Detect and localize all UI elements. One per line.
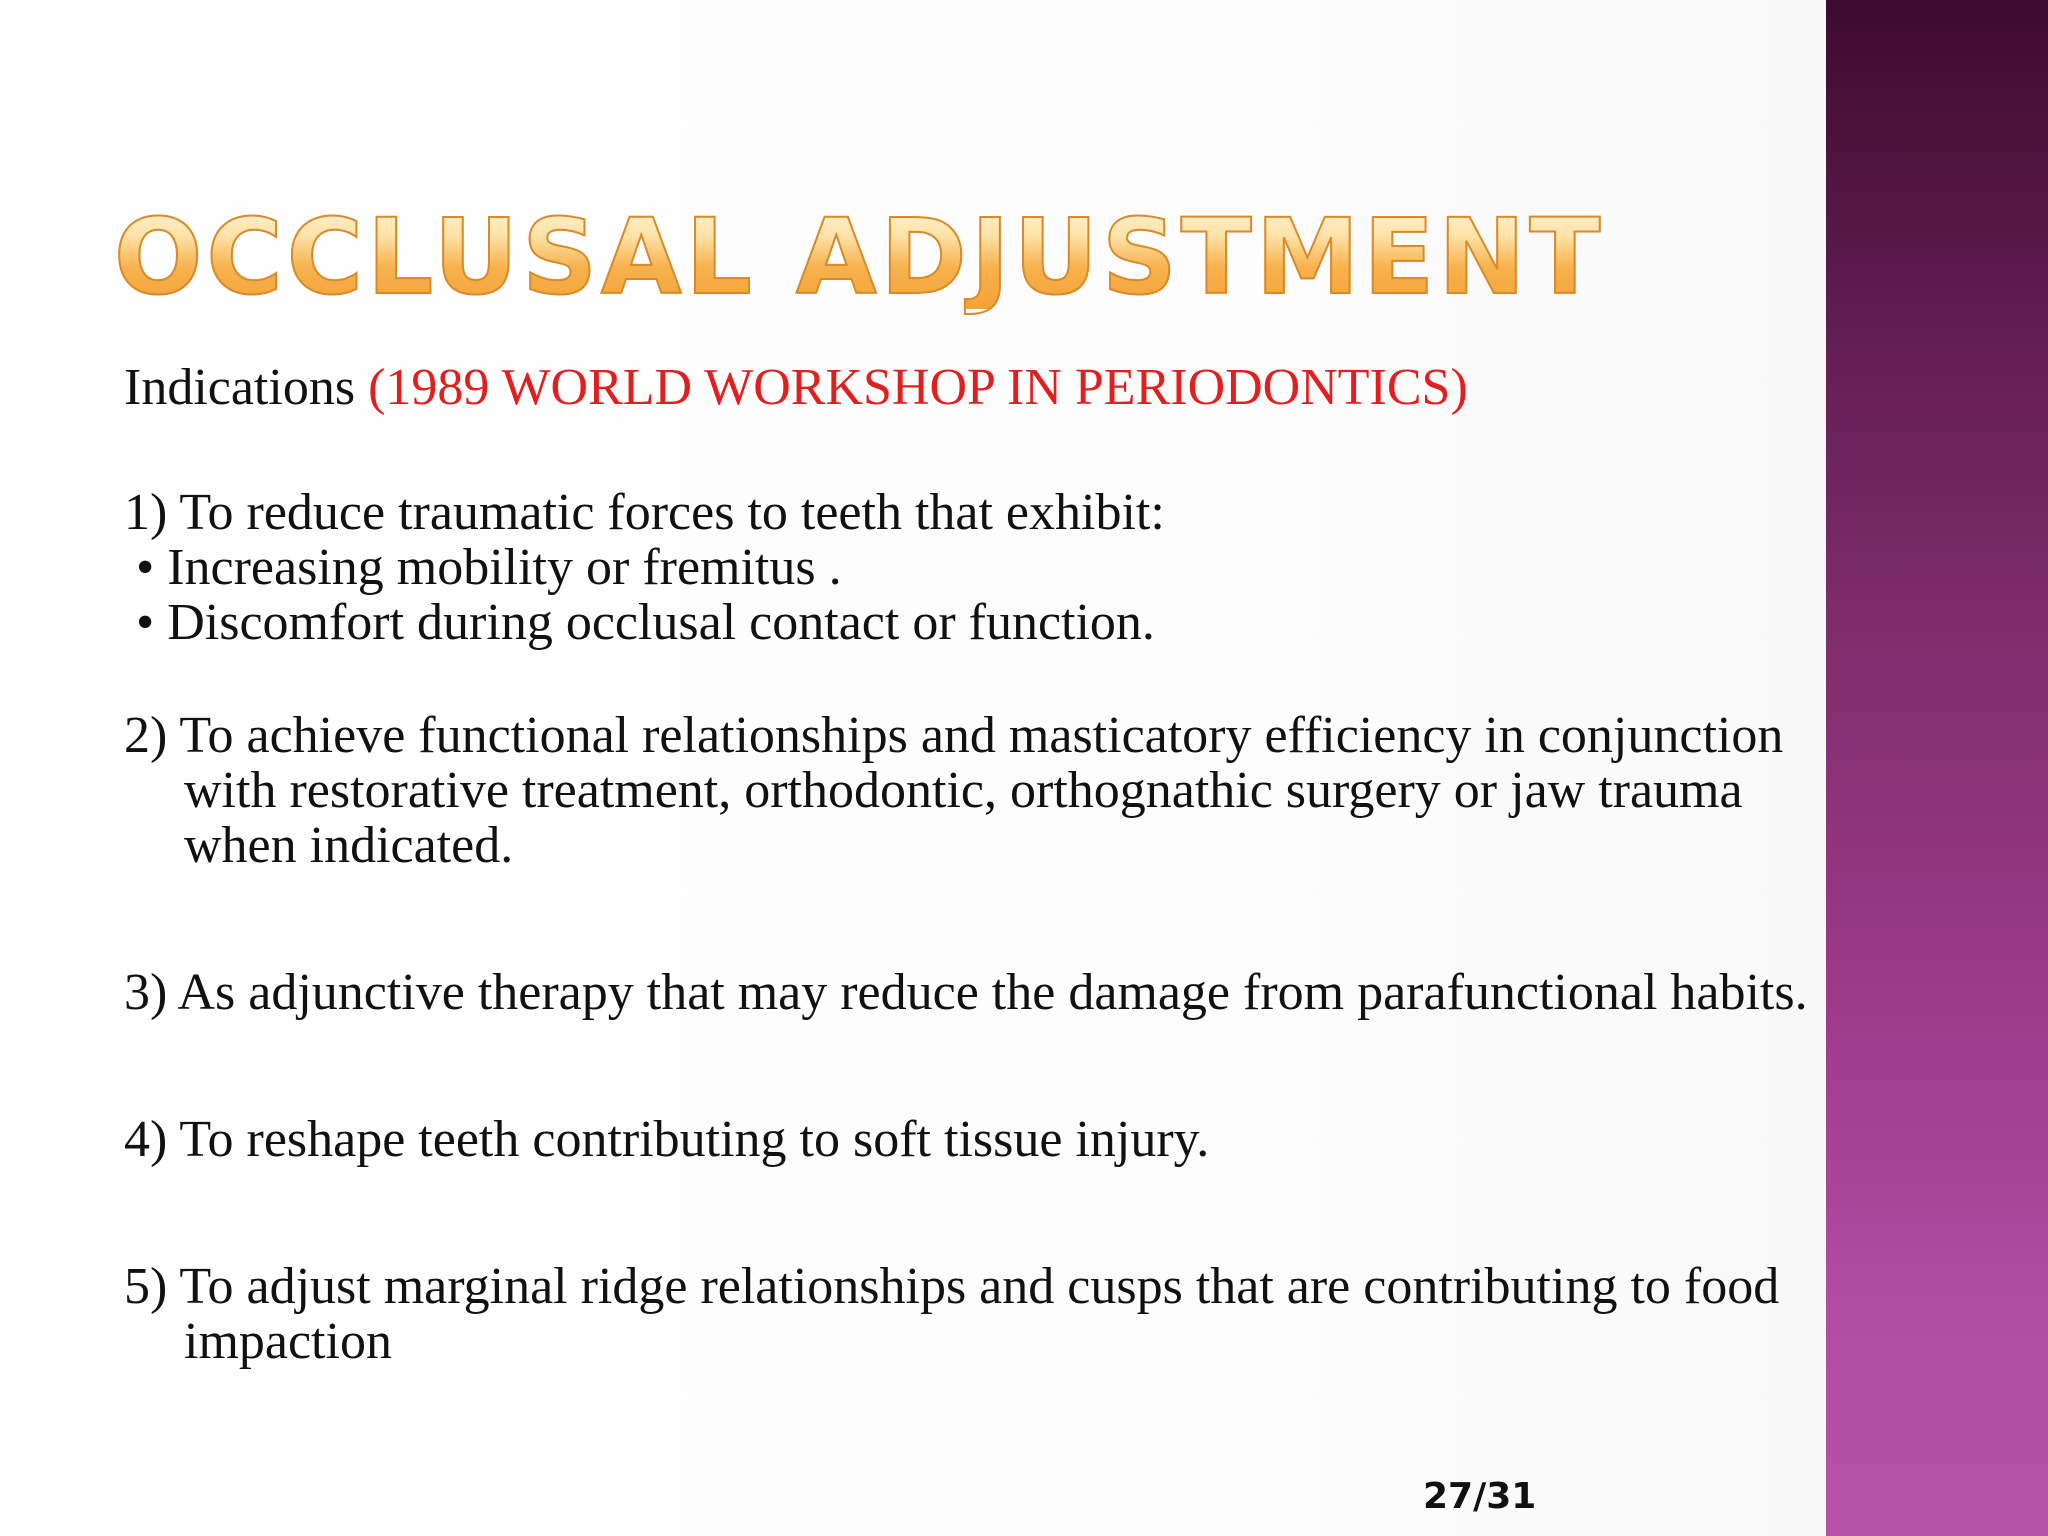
indication-item-4: 4) To reshape teeth contributing to soft tissue injury.	[124, 1111, 1210, 1168]
slide-body	[124, 360, 1814, 1369]
indications-heading	[124, 360, 1814, 415]
slide-title: OCCLUSAL ADJUSTMENT	[114, 196, 1605, 318]
indication-subitem-mobility: • Increasing mobility or fremitus .	[136, 539, 842, 596]
indication-item-3: 3) As adjunctive therapy that may reduce the damage from parafunctional habits.	[124, 964, 1808, 1021]
indication-item-5: 5) To adjust marginal ridge relationships and cusps that are contributing to food impaction	[124, 1258, 1780, 1370]
indication-item-1-text: 1) To reduce traumatic forces to teeth that exhibit:	[124, 484, 1165, 541]
indications-label: Indications	[124, 359, 369, 416]
page-number: 27/31	[1423, 1476, 1537, 1517]
indication-item-1	[124, 485, 1814, 650]
decorative-side-band	[1826, 0, 2048, 1536]
indications-source: (1989 WORLD WORKSHOP IN PERIODONTICS)	[368, 359, 1468, 416]
indication-item-2: 2) To achieve functional relationships and masticatory efficiency in conjunction with restorative treatment, orthodontic, orthognathic surgery or jaw trauma when indicated.	[124, 707, 1784, 874]
indication-subitem-discomfort: • Discomfort during occlusal contact or function.	[136, 594, 1155, 651]
